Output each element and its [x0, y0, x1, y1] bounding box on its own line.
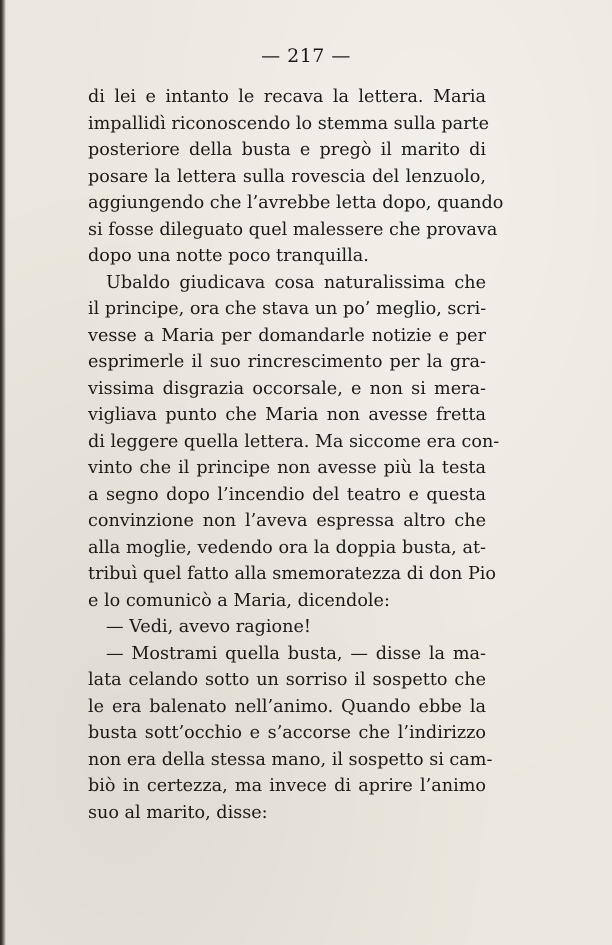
text-line: vesse a Maria per domandarle notizie e per [88, 325, 486, 346]
text-line: suo al marito, disse: [88, 802, 268, 823]
text-line: vissima disgrazia occorsale, e non si mera- [88, 378, 486, 399]
text-line: e lo comunicò a Maria, dicendole: [88, 590, 390, 611]
body-text [88, 84, 504, 826]
text-line: busta sott’occhio e s’accorse che l’indirizzo [88, 723, 486, 743]
text-line: non era della stessa mano, il sospetto si cam- [88, 749, 493, 770]
text-line: alla moglie, vedendo ora la doppia busta, at- [88, 537, 486, 558]
text-line: lata celando sotto un sorriso il sospetto che [88, 670, 486, 690]
text-line: — Vedi, avevo ragione! [106, 617, 311, 637]
text-line: vigliava punto che Maria non avesse fretta [88, 405, 486, 425]
text-line: posteriore della busta e pregò il marito di [88, 140, 486, 160]
page-number: — 217 — [261, 45, 351, 67]
text-line: di lei e intanto le recava la lettera. Maria [88, 87, 486, 107]
text-line: tribuì quel fatto alla smemoratezza di don Pio [88, 564, 497, 584]
text-line: — Mostrami quella busta, — disse la ma- [106, 643, 486, 664]
text-line: posare la lettera sulla rovescia del lenzuolo, [88, 166, 486, 187]
text-line: si fosse dileguato quel malessere che provava [88, 219, 498, 240]
text-line: a segno dopo l’incendio del teatro e questa [88, 484, 486, 505]
text-line: biò in certezza, ma invece di aprire l’animo [88, 776, 486, 796]
text-line: vinto che il principe non avesse più la testa [88, 458, 486, 478]
text-line: il principe, ora che stava un po’ meglio, scri- [88, 299, 487, 319]
binding-edge [0, 0, 6, 945]
text-line: esprimerle il suo rincrescimento per la gra- [88, 352, 486, 372]
text-line: convinzione non l’aveva espressa altro che [88, 511, 486, 531]
text-line: le era balenato nell’animo. Quando ebbe la [88, 696, 486, 717]
text-line: impallidì riconoscendo lo stemma sulla parte [88, 113, 490, 134]
text-line: aggiungendo che l’avrebbe letta dopo, quando [88, 193, 504, 213]
text-line: dopo una notte poco tranquilla. [88, 246, 369, 266]
text-line: di leggere quella lettera. Ma siccome era con- [88, 431, 500, 452]
text-line: Ubaldo giudicava cosa naturalissima che [106, 272, 486, 293]
